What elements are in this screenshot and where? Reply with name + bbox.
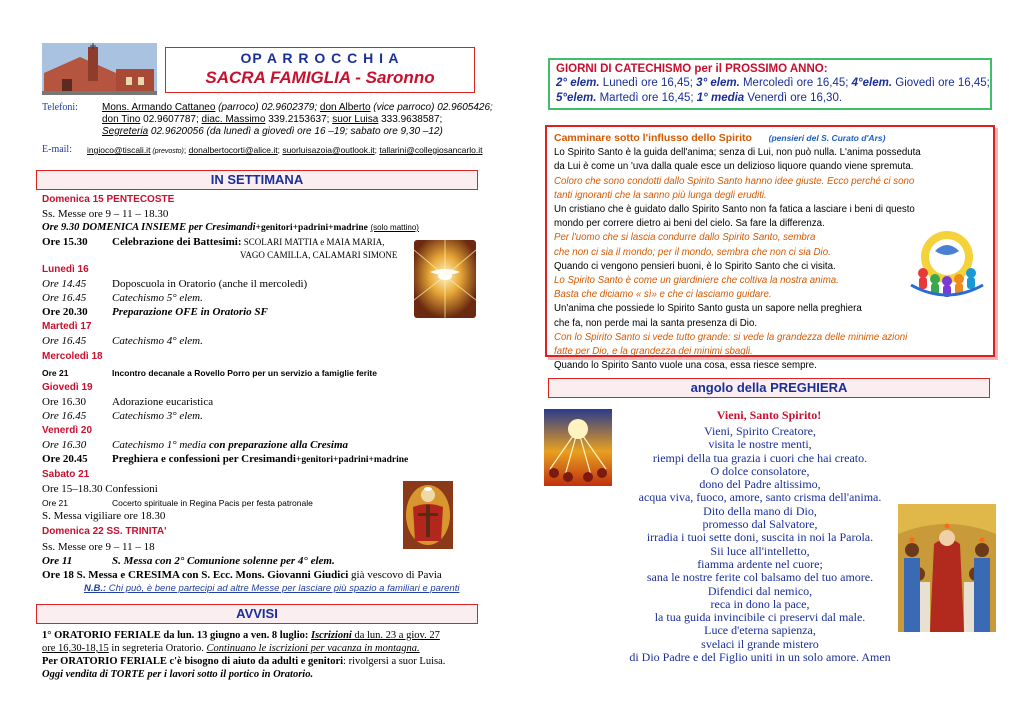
phone-line-3: Segreteria 02.9620056 (da lunedì a giovedì ore 16 –19; sabato ore 9,30 –12) bbox=[102, 126, 443, 137]
prayer-line: O dolce consolatore, bbox=[710, 463, 810, 478]
spirit-line: fatte per Dio, e la grandezza dei minimi sbagli. bbox=[554, 346, 753, 358]
day-friday-20: Venerdì 20 bbox=[42, 425, 93, 436]
spirit-line: Con lo Spirito Santo si vede tutto grande: si vede la grandezza delle minime azioni bbox=[554, 331, 908, 343]
notices-header: AVVISI bbox=[36, 604, 478, 624]
phone-label: Telefoni: bbox=[42, 102, 78, 113]
day-wednesday-18: Mercoledì 18 bbox=[42, 351, 103, 362]
sun15-names: VAGO CAMILLA, CALAMARI SIMONE bbox=[240, 250, 398, 260]
notice-line-1: 1° ORATORIO FERIALE da lun. 13 giugno a ven. 8 luglio: Iscrizioni da lun. 23 a giov. 27 bbox=[42, 630, 440, 641]
catechism-box bbox=[548, 58, 992, 110]
spirit-title-row bbox=[554, 131, 993, 146]
spirit-subtitle: (pensieri del S. Curato d'Ars) bbox=[768, 133, 886, 143]
spirit-line: mondo per correre dietro ai beni del cielo. Sa fare la differenza. bbox=[554, 218, 825, 230]
wed18-row-1: Ore 21 Incontro decanale a Rovello Porro per un servizio a famiglie ferite bbox=[42, 368, 377, 378]
spirit-line: Un cristiano che è guidato dallo Spirito Santo non fa fatica a lasciare i beni di questo bbox=[554, 204, 915, 216]
sun22-row-11: Ore 11 S. Messa con 2° Comunione solenne per 4° elem. bbox=[42, 555, 335, 567]
prayer-line: dono del Padre altissimo, bbox=[699, 477, 821, 492]
notice-line-2: ore 16,30-18,15 in segreteria Oratorio. Continuano le iscrizioni per vacanza in montagna. bbox=[42, 643, 420, 654]
spirit-line: Coloro che sono condotti dallo Spirito Santo hanno idee giuste. Ecco perché ci sono bbox=[554, 175, 915, 187]
prayer-line: la tua guida invincibile ci preservi dal male. bbox=[654, 610, 866, 625]
thu19-row-2: Ore 16.45 Catechismo 3° elem. bbox=[42, 410, 203, 422]
pentecost-image-left bbox=[544, 409, 612, 486]
day-sunday-22: Domenica 22 SS. TRINITA' bbox=[42, 526, 167, 537]
sun15-1530: Ore 15.30 Celebrazione dei Battesimi: SCOLARI MATTIA e MAIA MARIA, bbox=[42, 236, 385, 248]
spirit-line: da Lui è come un 'uva dalla quale esce un delizioso liquore quando viene spremuta. bbox=[554, 161, 914, 173]
fri20-row-1: Ore 16.30 Catechismo 1° media con preparazione alla Cresima bbox=[42, 439, 349, 451]
trinity-image bbox=[403, 481, 453, 549]
spirit-line: Lo Spirito Santo è come un giardiniere che coltiva la nostra anima. bbox=[554, 275, 839, 287]
prayer-line: irradia i tuoi sette doni, suscita in noi la Parola. bbox=[646, 530, 874, 545]
holy-spirit-dove-image bbox=[414, 240, 476, 318]
prayer-line: Sii luce all'intelletto, bbox=[710, 543, 810, 558]
prayer-text bbox=[565, 425, 955, 664]
phone-line-1: Mons. Armando Cattaneo (parroco) 02.9602379; don Alberto (vice parroco) 02.9605426; bbox=[102, 102, 493, 113]
prayer-line: reca in dono la pace, bbox=[710, 596, 810, 611]
prayer-line: Difendici dal nemico, bbox=[707, 583, 813, 598]
catechism-line-2: 5°elem. Martedì ore 16,45; 1° media Venerdì ore 16,30. bbox=[556, 92, 843, 104]
sun15-930: Ore 9.30 DOMENICA INSIEME per Cresimandi+genitori+padrini+madrine (solo mattino) bbox=[42, 222, 419, 233]
spirit-line: Basta che diciamo « sì» e che ci lasciamo guidare. bbox=[554, 289, 772, 301]
pentecost-image-right bbox=[898, 504, 996, 632]
prayer-line: riempi della tua grazia i cuori che hai creato. bbox=[652, 450, 868, 465]
sun22-row-18: Ore 18 S. Messa e CRESIMA con S. Ecc. Mons. Giovanni Giudici già vescovo di Pavia bbox=[42, 569, 442, 581]
parish-name: SACRA FAMIGLIA - Saronno bbox=[205, 68, 435, 87]
prayer-line: Dito della mano di Dio, bbox=[703, 503, 817, 518]
prayer-line: svelaci il grande mistero bbox=[701, 636, 819, 651]
spirit-line: Lo Spirito Santo è la guida dell'anima; senza di Lui, non può nulla. L'anima posseduta bbox=[554, 147, 921, 159]
notice-line-3: Per ORATORIO FERIALE c'è bisogno di aiuto da adulti e genitori: rivolgersi a suor Luisa. bbox=[42, 656, 446, 667]
day-monday-16: Lunedì 16 bbox=[42, 264, 89, 275]
spirit-line: che non ci sia il mondo; per il mondo, sembra che non ci sia Dio. bbox=[554, 246, 831, 258]
prayer-line: acqua viva, fuoco, amore, santo crisma dell'anima. bbox=[638, 490, 882, 505]
email-link-3[interactable]: suorluisazoia@outlook.it bbox=[282, 145, 375, 155]
sun22-masses: Ss. Messe ore 9 – 11 – 18 bbox=[42, 541, 155, 553]
nb-note: N.B.: Chi può, è bene partecipi ad altre Messe per lasciare più spazio a familiari e parenti bbox=[84, 583, 460, 594]
week-header: IN SETTIMANA bbox=[36, 170, 478, 190]
prayer-line: Vieni, Spirito Creatore, bbox=[704, 424, 816, 438]
prayer-line: fiamma ardente nel cuore; bbox=[697, 556, 823, 571]
catechism-line-1: 2° elem. Lunedì ore 16,45; 3° elem. Mercoledì ore 16,45; 4°elem. Giovedì ore 16,45; bbox=[556, 77, 990, 89]
catechism-title: GIORNI DI CATECHISMO per il PROSSIMO ANNO: bbox=[556, 63, 828, 75]
email-link-4[interactable]: tallarini@collegiosancarlo.it bbox=[379, 145, 483, 155]
spirit-line: tanti ignoranti che la sanno più lunga degli eruditi. bbox=[554, 189, 767, 201]
day-saturday-21: Sabato 21 bbox=[42, 469, 90, 480]
sat21-row-2: Ore 21 Cocerto spirituale in Regina Pacis per festa patronale bbox=[42, 498, 313, 508]
tue17-row-1: Ore 16.45 Catechismo 4° elem. bbox=[42, 335, 203, 347]
parish-title: OP A R R O C C H I A bbox=[240, 50, 400, 66]
prayer-header: angolo della PREGHIERA bbox=[548, 378, 990, 398]
mon16-row-3: Ore 20.30 Preparazione OFE in Oratorio SF bbox=[42, 306, 268, 318]
sat21-row-1: Ore 15–18.30 Confessioni bbox=[42, 483, 158, 495]
email-link-2[interactable]: donalbertocorti@alice.it bbox=[188, 145, 278, 155]
email-label: E-mail: bbox=[42, 144, 72, 155]
spirit-line: che fa, non perde mai la santa presenza di Dio. bbox=[554, 317, 758, 329]
notice-line-4: Oggi vendita di TORTE per i lavori sotto il portico in Oratorio. bbox=[42, 669, 314, 680]
spirit-line: Per l'uomo che si lascia condurre dallo Spirito Santo, sembra bbox=[554, 232, 816, 244]
thu19-row-1: Ore 16.30 Adorazione eucaristica bbox=[42, 396, 214, 408]
parish-header bbox=[165, 47, 475, 93]
day-sunday-15: Domenica 15 PENTECOSTE bbox=[42, 194, 175, 205]
phone-line-2: don Tino 02.9607787; diac. Massimo 339.2153637; suor Luisa 333.9638587; bbox=[102, 114, 443, 125]
church-photo bbox=[42, 43, 157, 95]
day-thursday-19: Giovedì 19 bbox=[42, 382, 93, 393]
spirit-people-image bbox=[905, 215, 989, 299]
sun15-masses: Ss. Messe ore 9 – 11 – 18.30 bbox=[42, 208, 169, 220]
prayer-line: Luce d'eterna sapienza, bbox=[704, 623, 816, 638]
mon16-row-2: Ore 16.45 Catechismo 5° elem. bbox=[42, 292, 203, 304]
spirit-line: Un'anima che possiede lo Spirito Santo gusta un sapore nella preghiera bbox=[554, 303, 862, 315]
day-tuesday-17: Martedì 17 bbox=[42, 321, 92, 332]
sat21-row-3: S. Messa vigiliare ore 18.30 bbox=[42, 510, 166, 522]
prayer-title: Vieni, Santo Spirito! bbox=[716, 408, 822, 422]
prayer-line: promesso dal Salvatore, bbox=[702, 517, 818, 532]
prayer-line: sana le nostre ferite col balsamo del tuo amore. bbox=[646, 570, 874, 585]
spirit-line: Quando ci vengono pensieri buoni, è lo Spirito Santo che ci visita. bbox=[554, 260, 836, 272]
email-line: ingioco@tiscali.it (prevosto); donalbertocorti@alice.it; suorluisazoia@outlook.it; tallarini@collegiosancarlo.it bbox=[87, 145, 483, 155]
spirit-line: Quando lo Spirito Santo vuole una cosa, essa riesce sempre. bbox=[554, 360, 817, 372]
prayer-line: di Dio Padre e del Figlio uniti in un solo amore. Amen bbox=[629, 650, 891, 665]
spirit-title: Camminare sotto l'influsso dello Spirito bbox=[554, 132, 752, 144]
prayer-line: visita le nostre menti, bbox=[708, 437, 812, 452]
mon16-row-1: Ore 14.45 Doposcuola in Oratorio (anche il mercoledì) bbox=[42, 278, 308, 290]
email-link-1[interactable]: ingioco@tiscali.it bbox=[87, 145, 151, 155]
fri20-row-2: Ore 20.45 Preghiera e confessioni per Cresimandi+genitori+padrini+madrine bbox=[42, 453, 409, 465]
